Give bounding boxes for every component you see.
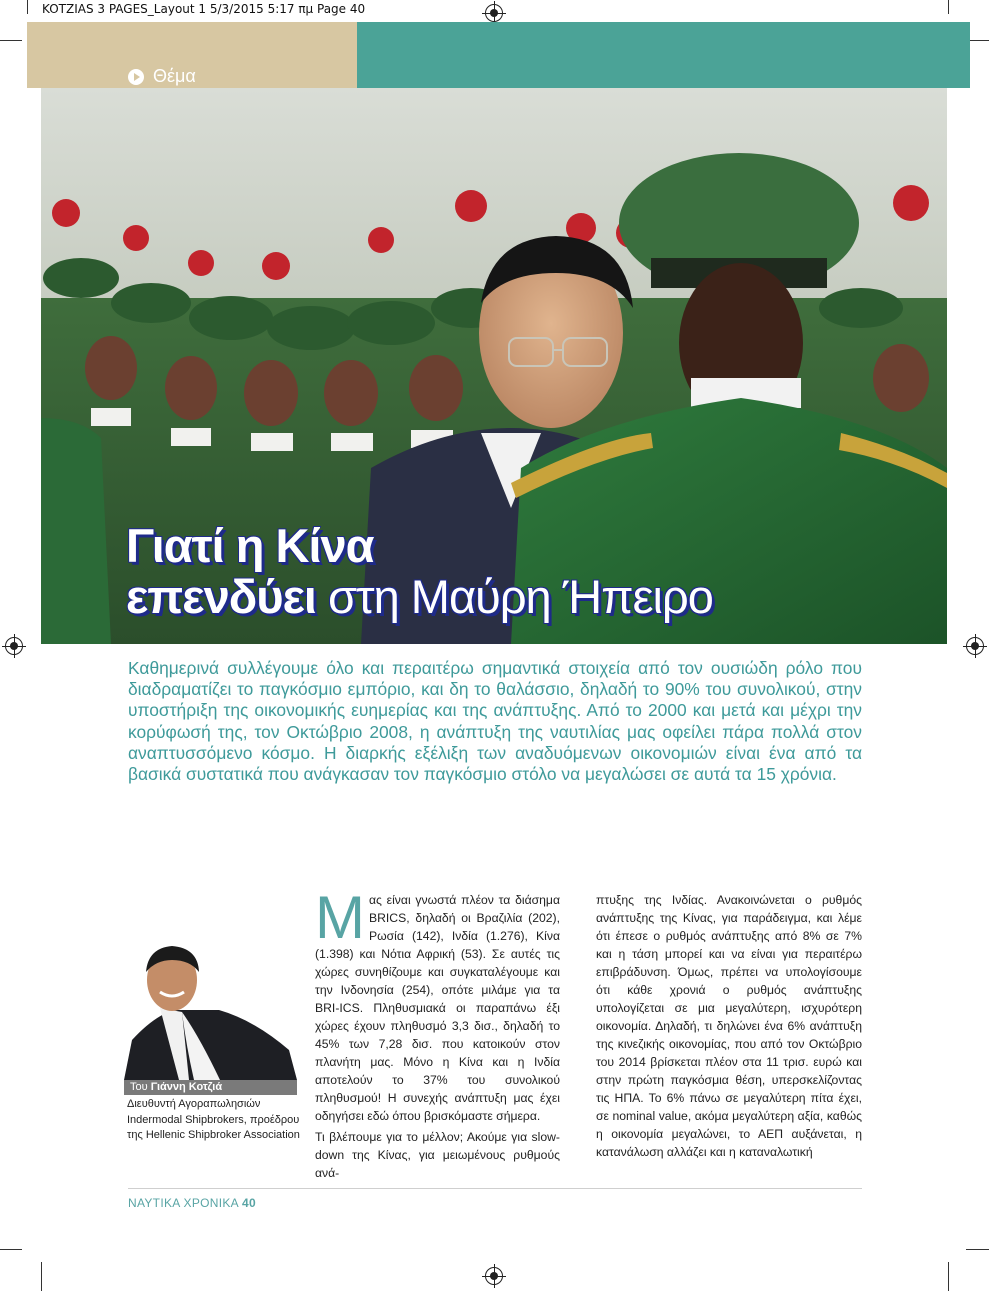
publication-name: ΝΑΥΤΙΚΑ ΧΡΟΝΙΚΑ — [128, 1196, 239, 1210]
crop-mark — [41, 1262, 42, 1291]
lead-paragraph: Καθημερινά συλλέγουμε όλο και περαιτέρω σημαντικά στοιχεία από τον ουσιώδη ρόλο που διαδραματίζει το παγκόσμιο εμπόριο, και δη το θαλάσσιο, δηλαδή το 90% του συνολικού, στην υποστήριξη της οικονομικής ευημερίας και της ανάπτυξης. Από το 2000 και μετά και μέχρι την κορύφωσή της, τον Οκτώβριο 2008, η ανάπτυξη της ναυτιλίας μας οφείλει πάρα πολλά στον αναπτυσσόμενο κόσμο. Η διαρκής εξέλιξη των αναδυόμενων οικονομιών είναι ένα από τα βασικά συστατικά που ανάγκασαν τον παγκόσμιο στόλο να μεγαλώσει σε αυτά τα 15 χρόνια. — [128, 658, 862, 785]
author-byline — [124, 1080, 297, 1095]
author-photo — [124, 940, 297, 1080]
crop-mark — [0, 1249, 22, 1250]
headline-line-2 — [126, 571, 713, 622]
crop-mark — [966, 1249, 989, 1250]
section-label-text: Θέμα — [153, 66, 196, 86]
body-paragraph-text: ας είναι γνωστά πλέον τα διάσημα BRICS, δηλαδή οι Βραζιλία (202), Ρωσία (142), Ινδία (1.276), Κίνα (1.398) και Νότια Αφρική (53). Σε αυτές τις χώρες συνηθίζουμε και συγκαταλέγουμε και την Ινδονησία (254), οπότε μιλάμε για τα BRI-ICS. Πληθυσμιακά οι παραπάνω έξι χώρες έχουν πληθυσμό 3,3 δισ., δηλαδή το 45% των 7,28 δισ. που κατοικούν στον πλανήτη μας. Μόνο η Κίνα και η Ινδία αποτελούν το 37% του συνολικού πληθυσμού! Η συνεχής ανάπτυξη μας έχει οδηγήσει εδώ όπου βρισκόμαστε σήμερα. — [315, 893, 560, 1123]
crop-mark — [948, 0, 949, 14]
print-slug: KOTZIAS 3 PAGES_Layout 1 5/3/2015 5:17 πμ Page 40 — [42, 2, 366, 16]
page-footer — [128, 1196, 256, 1210]
body-column-2 — [596, 891, 862, 1164]
body-paragraph — [315, 884, 560, 1125]
crop-mark — [948, 1262, 949, 1291]
crop-mark — [27, 0, 28, 14]
page-number: 40 — [241, 1196, 256, 1210]
headline-line-2-rest: στη Μαύρη Ήπειρο — [315, 570, 713, 623]
footer-divider — [128, 1188, 862, 1189]
body-paragraph: Τι βλέπουμε για το μέλλον; Ακούμε για slow-down της Κίνας, για μειωμένους ρυθμούς ανά- — [315, 1130, 560, 1180]
section-label — [128, 66, 196, 87]
headline-line-2-bold: επενδύει — [126, 570, 316, 623]
body-column-1 — [315, 884, 560, 1185]
headline — [126, 520, 713, 622]
dropcap: Μ — [315, 884, 365, 951]
author-role: Διευθυντή Αγοραπωλησιών Indermodal Shipbrokers, προέδρου της Hellenic Shipbroker Association — [127, 1098, 300, 1142]
author-prefix: Του — [130, 1081, 151, 1093]
registration-mark — [5, 637, 23, 655]
registration-mark — [966, 637, 984, 655]
crop-mark — [0, 40, 22, 41]
registration-mark — [485, 1267, 503, 1285]
body-paragraph: πτυξης της Ινδίας. Ανακοινώνεται ο ρυθμός ανάπτυξης της Κίνας, για παράδειγμα, και λέμε ότι έπεσε ο ρυθμός ανάπτυξης από 8% σε 7% και η τάση μπορεί και να είναι για περαιτέρω επιβράδυνση. Όμως, πρέπει να υπολογίσουμε ότι κάθε χρονιά ο ρυθμός ανάπτυξης υπολογίζεται σε μια μεγαλύτερη, ισχυρότερη οικονομία. Δηλαδή, τι δηλώνει ένα 6% ανάπτυξη της κινεζικής οικονομίας, που από τον Οκτώβριο του 2014 βρίσκεται πλέον στα 11 τρισ. ευρώ και στην πρώτη παγκόσμια θέση, υπερσκελίζοντας τις ΗΠΑ. Το 6% πάνω σε μεγαλύτερη πίτα έχει, σε nominal value, ακόμα μεγαλύτερη αξία, καθώς η οικονομία μεγαλώνει, το ΑΕΠ αυξάνεται, η κατανάλωση αλλάζει και η καταναλωτική — [596, 893, 862, 1159]
play-arrow-icon — [128, 69, 144, 85]
headline-line-1: Γιατί η Κίνα — [126, 519, 374, 572]
header-band-teal — [357, 22, 970, 88]
author-name: Γιάννη Κοτζιά — [150, 1081, 223, 1093]
registration-mark — [485, 4, 503, 22]
